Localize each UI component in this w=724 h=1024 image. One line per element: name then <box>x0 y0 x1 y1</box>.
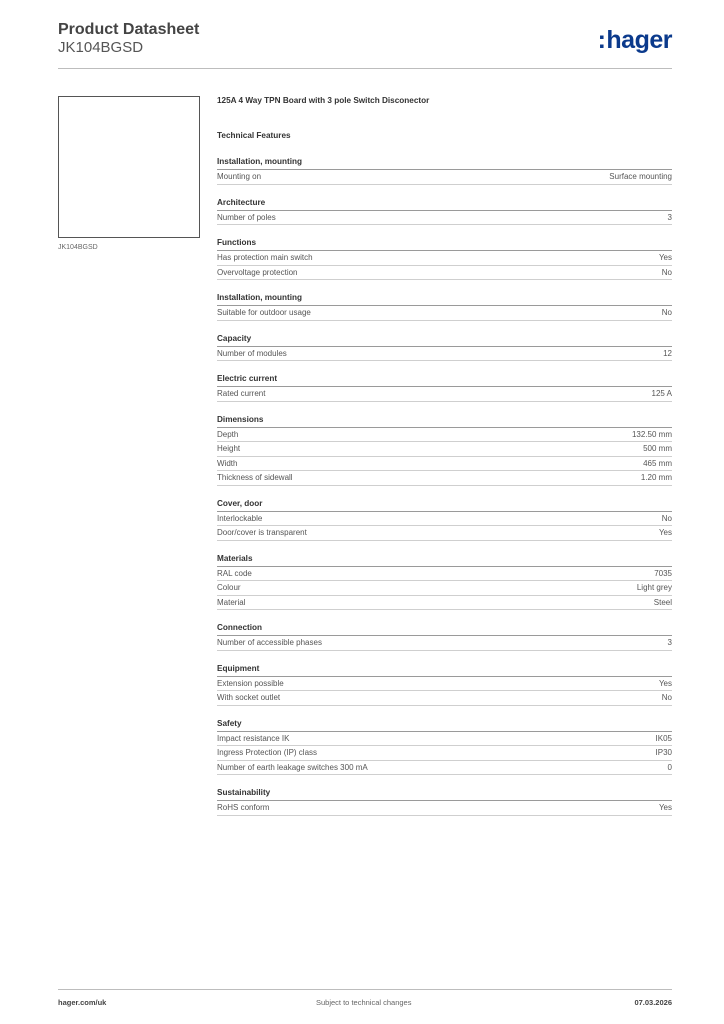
spec-section <box>217 373 672 402</box>
section-title: Architecture <box>217 197 672 211</box>
section-title: Installation, mounting <box>217 292 672 306</box>
spec-label: Suitable for outdoor usage <box>217 308 311 317</box>
spec-row <box>217 347 672 362</box>
spec-value: Yes <box>658 803 672 812</box>
spec-value: 3 <box>667 638 672 647</box>
spec-label: Impact resistance IK <box>217 733 290 743</box>
spec-value: 3 <box>667 212 672 222</box>
spec-label: Thickness of sidewall <box>217 473 293 482</box>
spec-value: 7035 <box>654 568 672 578</box>
section-title: Sustainability <box>217 787 672 801</box>
spec-row <box>217 677 672 692</box>
spec-content <box>217 95 672 816</box>
spec-row <box>217 457 672 472</box>
spec-label: Depth <box>217 429 239 439</box>
spec-label: Number of modules <box>217 348 287 358</box>
spec-row <box>217 512 672 527</box>
section-title: Materials <box>217 553 672 567</box>
spec-section <box>217 718 672 776</box>
spec-label: Number of accessible phases <box>217 638 322 647</box>
spec-label: Colour <box>217 583 241 592</box>
spec-label: Door/cover is transparent <box>217 528 307 537</box>
spec-row <box>217 801 672 816</box>
spec-row <box>217 746 672 761</box>
spec-row <box>217 428 672 443</box>
spec-label: Rated current <box>217 389 266 398</box>
technical-features-heading: Technical Features <box>217 131 291 140</box>
spec-label: RoHS conform <box>217 803 270 812</box>
spec-row <box>217 306 672 321</box>
spec-section <box>217 498 672 541</box>
spec-sections <box>217 156 672 816</box>
logo-text: hager <box>606 26 672 54</box>
spec-section <box>217 663 672 706</box>
section-title: Safety <box>217 718 672 732</box>
spec-label: Height <box>217 444 241 453</box>
spec-label: Number of poles <box>217 212 276 222</box>
spec-row <box>217 732 672 747</box>
footer-website-link[interactable]: hager.com/uk <box>58 998 107 1007</box>
spec-value: 0 <box>667 762 672 772</box>
product-name: 125A 4 Way TPN Board with 3 pole Switch Disconector <box>217 96 430 105</box>
image-caption: JK104BGSD <box>58 244 98 251</box>
footer-notice: Subject to technical changes <box>316 998 412 1007</box>
spec-label: RAL code <box>217 568 252 578</box>
spec-value: No <box>661 693 672 702</box>
spec-section <box>217 622 672 651</box>
spec-row <box>217 211 672 226</box>
spec-label: Has protection main switch <box>217 253 313 262</box>
spec-row <box>217 471 672 486</box>
spec-value: Surface mounting <box>609 172 672 181</box>
footer-divider <box>58 989 672 990</box>
spec-row <box>217 266 672 281</box>
spec-row <box>217 526 672 541</box>
spec-row <box>217 170 672 185</box>
spec-value: No <box>661 513 672 523</box>
spec-value: No <box>661 267 672 277</box>
footer-date: 07.03.2026 <box>634 998 672 1007</box>
spec-value: 500 mm <box>643 444 672 453</box>
spec-label: Material <box>217 597 246 607</box>
spec-section <box>217 787 672 816</box>
spec-row <box>217 387 672 402</box>
spec-row <box>217 596 672 611</box>
spec-value: Yes <box>658 528 672 537</box>
spec-row <box>217 567 672 582</box>
section-title: Electric current <box>217 373 672 387</box>
section-title: Equipment <box>217 663 672 677</box>
spec-section <box>217 553 672 611</box>
spec-value: 12 <box>663 348 672 358</box>
spec-value: Steel <box>653 597 672 607</box>
spec-value: Yes <box>658 678 672 688</box>
spec-label: Width <box>217 458 238 468</box>
spec-value: 465 mm <box>643 458 672 468</box>
spec-section <box>217 414 672 486</box>
spec-row <box>217 691 672 706</box>
spec-section <box>217 237 672 280</box>
spec-row <box>217 442 672 457</box>
spec-label: Extension possible <box>217 678 284 688</box>
spec-value: Light grey <box>636 583 672 592</box>
spec-value: No <box>661 308 672 317</box>
spec-label: Overvoltage protection <box>217 267 298 277</box>
page-title: Product Datasheet <box>58 21 200 38</box>
section-title: Connection <box>217 622 672 636</box>
spec-row <box>217 636 672 651</box>
spec-section <box>217 292 672 321</box>
spec-row <box>217 581 672 596</box>
spec-label: With socket outlet <box>217 693 281 702</box>
spec-section <box>217 333 672 362</box>
spec-value: Yes <box>658 253 672 262</box>
hager-logo[interactable] <box>598 26 672 55</box>
spec-value: IK05 <box>655 733 672 743</box>
section-title: Capacity <box>217 333 672 347</box>
section-title: Functions <box>217 237 672 251</box>
section-title: Cover, door <box>217 498 672 512</box>
spec-value: 1.20 mm <box>640 473 672 482</box>
logo-colon-icon: : <box>597 26 606 54</box>
spec-value: IP30 <box>655 748 672 757</box>
spec-label: Mounting on <box>217 172 262 181</box>
section-title: Installation, mounting <box>217 156 672 170</box>
spec-label: Ingress Protection (IP) class <box>217 748 318 757</box>
spec-row <box>217 251 672 266</box>
product-code: JK104BGSD <box>58 39 144 56</box>
product-image <box>58 96 200 238</box>
spec-section <box>217 197 672 226</box>
spec-label: Number of earth leakage switches 300 mA <box>217 762 368 772</box>
section-title: Dimensions <box>217 414 672 428</box>
spec-value: 132.50 mm <box>631 429 672 439</box>
spec-section <box>217 156 672 185</box>
header-divider <box>58 68 672 69</box>
spec-row <box>217 761 672 776</box>
spec-value: 125 A <box>651 389 672 398</box>
spec-label: Interlockable <box>217 513 263 523</box>
